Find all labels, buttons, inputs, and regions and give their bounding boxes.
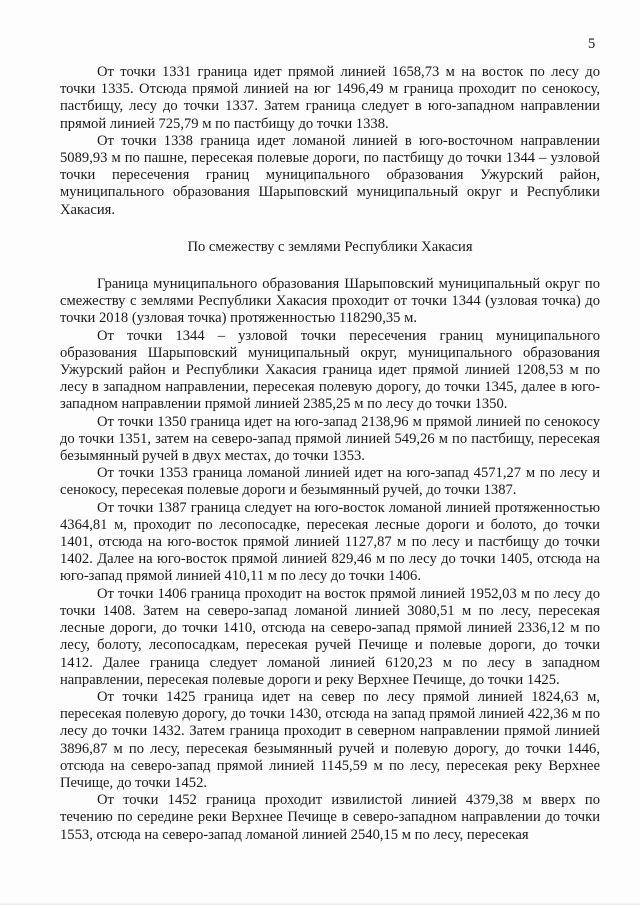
page-number: 5 [588, 36, 596, 52]
paragraph: От точки 1452 граница проходит извилистой линией 4379,38 м вверх по течению по середине реки Верхнее Печище в северо-западном направлении до точки 1553, отсюда на северо-запад ломаной линией 2540,15 м по лесу, пересекая [60, 792, 600, 843]
paragraph: От точки 1350 граница идет на юго-запад 2138,96 м прямой линией по сенокосу до точки 1351, затем на северо-запад прямой линией 549,26 м по пастбищу, пересекая безымянный ручей в двух местах, до точки 1353. [60, 413, 600, 465]
paragraph: От точки 1425 граница идет на север по лесу прямой линией 1824,63 м, пересекая полевую дорогу, до точки 1430, отсюда на запад прямой линией 422,36 м по лесу до точки 1432. Затем граница проходит в северном направлении прямой линией 3896,87 м по лесу, пересекая безымянный ручей и полевую дорогу, до точки 1446, отсюда на северо-запад прямой линией 1145,59 м по лесу, пересекая реку Верхнее Печище, до точки 1452. [60, 688, 600, 791]
paragraph: От точки 1344 – узловой точки пересечения границ муниципального образования Шарыповский муниципальный округ, муниципального образования Ужурский район и Республики Хакасия граница идет прямой линией 1208,53 м по лесу в западном направлении, пересекая полевую дорогу, до точки 1345, далее в юго-западном направлении прямой линией 2385,25 м по лесу до точки 1350. [60, 327, 600, 413]
paragraph: От точки 1338 граница идет ломаной линией в юго-восточном направлении 5089,93 м по пашне, пересекая полевые дороги, по пастбищу до точки 1344 – узловой точки пересечения границ муниципального образования Ужурский район, муниципального образования Шарыповский муниципальный округ и Республики Хакасия. [60, 132, 600, 218]
paragraph: От точки 1406 граница проходит на восток прямой линией 1952,03 м по лесу до точки 1408. Затем на северо-запад ломаной линией 3080,51 м по лесу, пересекая лесные дороги, до точки 1410, отсюда на северо-запад прямой линией 2336,12 м по лесу, болоту, лесопосадкам, пересекая ручей Печище и полевые дороги, до точки 1412. Далее граница следует ломаной линией 6120,23 м по лесу в западном направлении, пересекая полевые дороги и реку Верхнее Печище, до точки 1425. [60, 585, 600, 688]
paragraph: От точки 1387 граница следует на юго-восток ломаной линией протяженностью 4364,81 м, проходит по лесопосадке, пересекая лесные дороги и болото, до точки 1401, отсюда на юго-восток прямой линией 1127,87 м по лесу и пастбищу до точки 1402. Далее на юго-восток прямой линией 829,46 м по лесу до точки 1405, отсюда на юго-запад прямой линией 410,11 м по лесу до точки 1406. [60, 499, 600, 585]
document-body [60, 64, 600, 844]
paragraph: От точки 1331 граница идет прямой линией 1658,73 м на восток по лесу до точки 1335. Отсюда прямой линией на юг 1496,49 м граница проходит по сенокосу, пастбищу, лесу до точки 1337. Затем граница следует в юго-западном направлении прямой линией 725,79 м по пастбищу до точки 1338. [60, 64, 600, 132]
paragraph: Граница муниципального образования Шарыповский муниципальный округ по смежеству с землями Республики Хакасия проходит от точки 1344 (узловая точка) до точки 2018 (узловая точка) протяженностью 118290,35 м. [60, 276, 600, 327]
paragraph: От точки 1353 граница ломаной линией идет на юго-запад 4571,27 м по лесу и сенокосу, пересекая полевые дороги и безымянный ручей, до точки 1387. [60, 465, 600, 499]
section-heading: По смежеству с землями Республики Хакасия [187, 238, 473, 255]
